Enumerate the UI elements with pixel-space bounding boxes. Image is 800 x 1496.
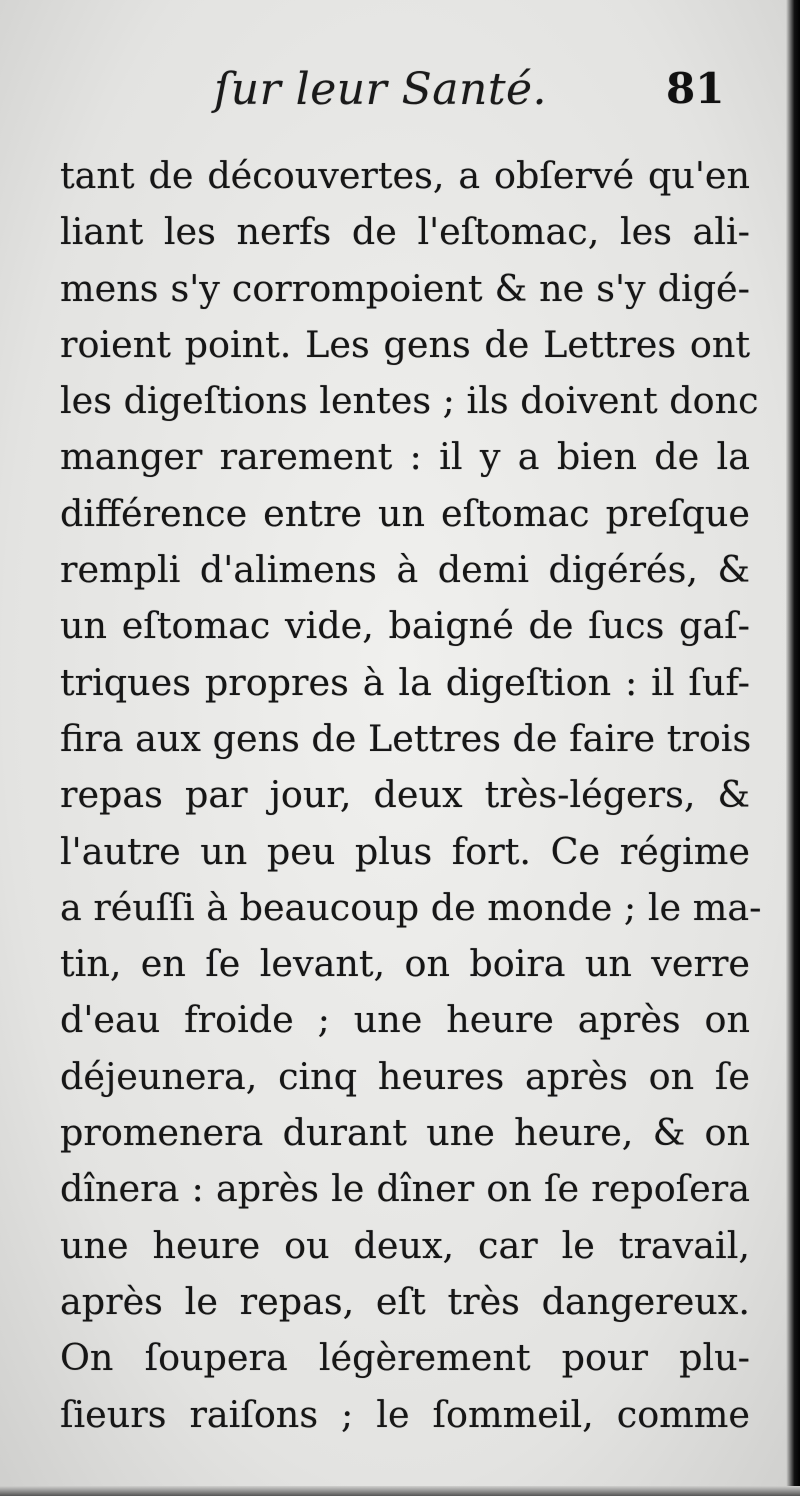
text-line: tant de découvertes, a obſervé qu'en xyxy=(60,154,750,197)
text-line: roient point. Les gens de Lettres ont xyxy=(60,322,750,366)
text-line: tin, en ſe levant, on boira un verre xyxy=(60,942,750,986)
body-text xyxy=(60,148,762,1443)
text-line: différence entre un eſtomac preſque xyxy=(60,491,750,535)
running-head xyxy=(0,60,786,130)
text-line: mens s'y corrompoient & ne s'y digé- xyxy=(60,266,750,310)
text-line: On ſoupera légèrement pour plu- xyxy=(60,1336,750,1380)
text-line: promenera durant une heure, & on xyxy=(60,1111,750,1155)
text-line: manger rarement : il y a bien de la xyxy=(60,435,750,479)
page-number: 81 xyxy=(666,64,725,113)
text-line: après le repas, eſt très dangereux. xyxy=(60,1279,750,1323)
text-line: une heure ou deux, car le travail, xyxy=(60,1223,750,1267)
text-line: repas par jour, deux très-légers, & xyxy=(60,773,750,817)
page-bottom-edge xyxy=(0,1486,800,1496)
text-line: l'autre un peu plus fort. Ce régime xyxy=(60,829,750,873)
text-line: a réuſſi à beaucoup de monde ; le ma- xyxy=(60,885,762,929)
text-line: les digeſtions lentes ; ils doivent donc xyxy=(60,379,759,423)
running-head-title: ſur leur Santé. xyxy=(214,64,548,115)
text-line: rempli d'alimens à demi digérés, & xyxy=(60,548,750,592)
text-line: déjeunera, cinq heures après on ſe xyxy=(60,1054,750,1098)
text-line: d'eau froide ; une heure après on xyxy=(60,998,750,1042)
text-line: fira aux gens de Lettres de faire trois xyxy=(60,716,752,760)
text-line: un eſtomac vide, baigné de ſucs gaſ- xyxy=(60,604,750,648)
text-line: liant les nerfs de l'eſtomac, les ali- xyxy=(60,210,750,254)
text-line: triques propres à la digeſtion : il ſuf- xyxy=(60,660,750,704)
text-line: ſieurs raiſons ; le ſommeil, comme xyxy=(60,1392,750,1436)
page-edge-shadow xyxy=(786,0,800,1496)
text-line: dînera : après le dîner on ſe repoſera xyxy=(60,1167,750,1211)
